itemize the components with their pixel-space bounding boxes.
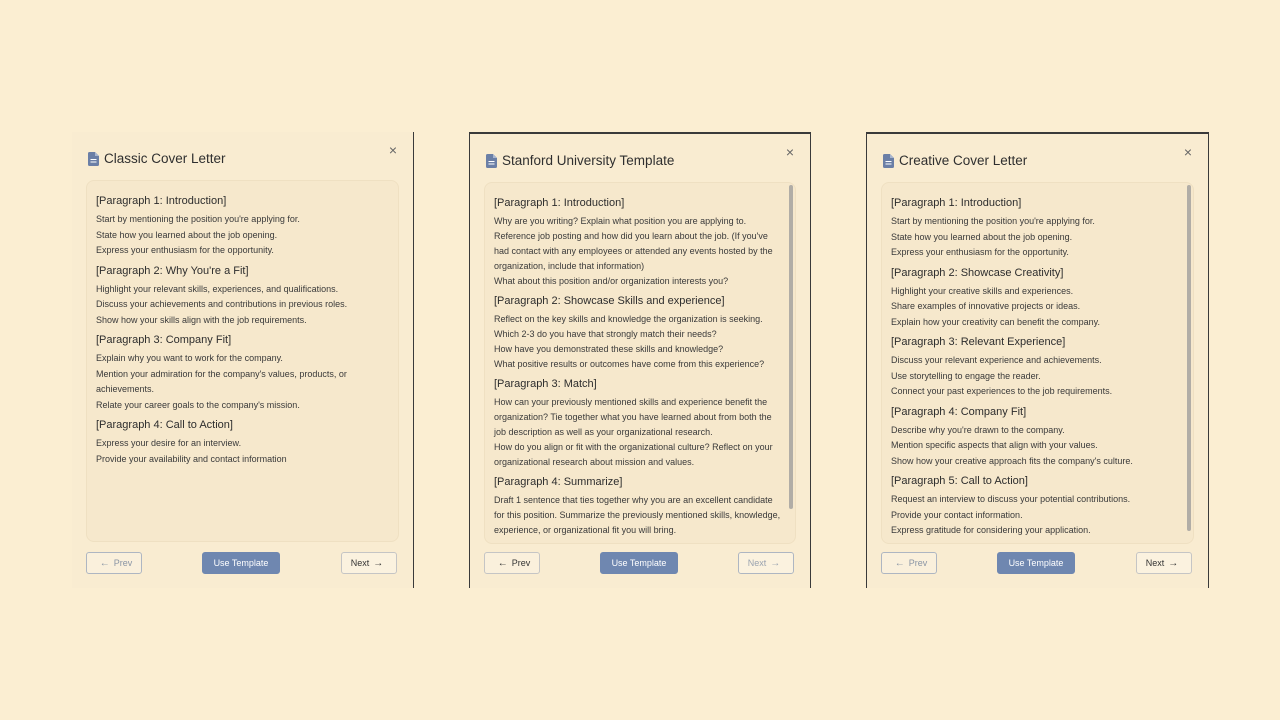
arrow-left-icon: ← <box>497 557 508 569</box>
next-label: Next <box>1145 558 1165 568</box>
use-template-button[interactable]: Use Template <box>997 552 1075 574</box>
panel-header <box>883 153 1027 168</box>
template-section <box>494 378 781 470</box>
section-heading: [Paragraph 2: Showcase Creativity] <box>891 266 1064 279</box>
section-heading: [Paragraph 2: Showcase Skills and experience] <box>494 295 725 307</box>
section-line: Explain how your creativity can benefit the company. <box>891 316 1100 327</box>
section-line: Express your desire for an interview. <box>96 438 242 448</box>
prev-label: Prev <box>908 558 928 568</box>
section-line: Show how your creative approach fits the company's culture. <box>891 455 1133 466</box>
section-line: Request an interview to discuss your potential contributions. <box>891 494 1131 504</box>
section-heading: [Paragraph 1: Introduction] <box>96 195 227 207</box>
panel-title: Creative Cover Letter <box>899 153 1028 168</box>
section-heading: [Paragraph 5: Call to Action] <box>891 475 1028 487</box>
template-panel-stanford <box>469 132 811 588</box>
document-icon <box>486 154 497 168</box>
section-line: How can your previously mentioned skills and experience benefit the organization? Tie together what you have learned about from both the job description as well as your organizational research. <box>494 397 772 437</box>
template-section <box>891 197 1179 261</box>
panel-header <box>486 153 674 168</box>
section-line: Reflect on the key skills and knowledge the organization is seeking. Which 2-3 do you have that strongly match their needs? <box>494 314 763 339</box>
template-section <box>891 267 1179 331</box>
template-section <box>96 195 389 259</box>
section-line: Start by mentioning the position you're applying for. <box>96 214 300 224</box>
close-icon[interactable]: × <box>785 144 795 160</box>
document-icon <box>88 152 99 166</box>
section-line: Show how your skills align with the job requirements. <box>96 314 307 325</box>
next-button[interactable] <box>1136 552 1192 574</box>
template-content[interactable] <box>881 182 1194 544</box>
section-line: Highlight your relevant skills, experiences, and qualifications. <box>96 283 339 294</box>
section-heading: [Paragraph 4: Call to Action] <box>96 419 233 431</box>
template-section <box>96 419 389 467</box>
section-line: Mention specific aspects that align with your values. <box>891 440 1098 450</box>
template-section <box>891 475 1179 539</box>
section-line: What positive results or outcomes have come from this experience? <box>494 359 765 369</box>
template-section <box>96 334 389 413</box>
section-heading: [Paragraph 4: Company Fit] <box>891 405 1027 418</box>
section-line: Discuss your relevant experience and achievements. <box>891 355 1102 365</box>
template-content[interactable] <box>484 182 796 544</box>
template-content[interactable] <box>86 180 399 542</box>
close-icon[interactable]: × <box>388 142 398 158</box>
section-line: Share examples of innovative projects or ideas. <box>891 301 1081 311</box>
section-line: State how you learned about the job opening. <box>891 231 1073 242</box>
prev-label: Prev <box>511 558 531 568</box>
template-section <box>891 336 1179 400</box>
section-line: Highlight your creative skills and experiences. <box>891 285 1074 296</box>
section-heading: [Paragraph 3: Company Fit] <box>96 334 232 346</box>
section-line: How have you demonstrated these skills and knowledge? <box>494 344 724 354</box>
arrow-right-icon: → <box>1168 557 1179 569</box>
arrow-left-icon: ← <box>99 557 110 569</box>
section-line: State how you learned about the job opening. <box>96 229 278 240</box>
section-line: Express your enthusiasm for the opportunity. <box>891 247 1069 257</box>
section-heading: [Paragraph 2: Why You're a Fit] <box>96 264 249 277</box>
section-heading: [Paragraph 1: Introduction] <box>891 197 1022 209</box>
prev-button[interactable] <box>881 552 937 574</box>
scrollbar[interactable] <box>789 185 793 509</box>
section-line: Express your enthusiasm for the opportunity. <box>96 245 274 255</box>
arrow-right-icon: → <box>373 557 384 569</box>
section-line: Provide your contact information. <box>891 509 1023 520</box>
panel-title: Classic Cover Letter <box>104 151 226 166</box>
section-line: Mention your admiration for the company's values, products, or achievements. <box>96 368 347 394</box>
use-template-button[interactable]: Use Template <box>202 552 280 574</box>
scrollbar[interactable] <box>1187 185 1191 531</box>
template-section <box>494 197 781 289</box>
section-line: Relate your career goals to the company's mission. <box>96 399 300 410</box>
use-template-button[interactable]: Use Template <box>600 552 678 574</box>
next-label: Next <box>747 558 767 568</box>
section-line: Provide your availability and contact information <box>96 453 287 464</box>
section-line: Start by mentioning the position you're applying for. <box>891 216 1095 226</box>
template-section <box>494 295 781 372</box>
template-section <box>891 406 1179 470</box>
section-heading: [Paragraph 3: Match] <box>494 378 597 390</box>
section-line: What about this position and/or organization interests you? <box>494 276 729 286</box>
section-line: Why are you writing? Explain what position you are applying to. Reference job posting and how did you learn about the job. (If you've had contact with any employees or attended any events hosted by the organization, include that information) <box>494 216 773 271</box>
arrow-right-icon: → <box>770 557 781 569</box>
section-line: Describe why you're drawn to the company. <box>891 424 1065 435</box>
section-line: How do you align or fit with the organizational culture? Reflect on your organizational research about mission and values. <box>494 442 773 467</box>
template-panel-classic <box>72 132 414 588</box>
prev-button[interactable] <box>86 552 142 574</box>
next-label: Next <box>350 558 370 568</box>
panel-header <box>88 151 226 166</box>
next-button[interactable] <box>738 552 794 574</box>
template-section <box>96 265 389 329</box>
section-heading: [Paragraph 3: Relevant Experience] <box>891 336 1066 348</box>
template-panel-creative <box>866 132 1209 588</box>
section-heading: [Paragraph 4: Summarize] <box>494 476 623 488</box>
section-line: Draft 1 sentence that ties together why you are an excellent candidate for this position. Summarize the previously mentioned skills, knowledge, experience, or organizational fit you will bring. <box>494 495 781 535</box>
prev-label: Prev <box>113 558 133 568</box>
panel-title: Stanford University Template <box>502 153 675 168</box>
section-line: Discuss your achievements and contributions in previous roles. <box>96 299 348 309</box>
section-line: Connect your past experiences to the job requirements. <box>891 386 1113 396</box>
arrow-left-icon: ← <box>894 557 905 569</box>
template-section <box>494 476 781 538</box>
document-icon <box>883 154 894 168</box>
prev-button[interactable] <box>484 552 540 574</box>
section-line: Use storytelling to engage the reader. <box>891 370 1041 381</box>
section-line: Explain why you want to work for the company. <box>96 353 283 363</box>
section-heading: [Paragraph 1: Introduction] <box>494 197 625 209</box>
close-icon[interactable]: × <box>1183 144 1193 160</box>
section-line: Express gratitude for considering your application. <box>891 525 1091 535</box>
next-button[interactable] <box>341 552 397 574</box>
